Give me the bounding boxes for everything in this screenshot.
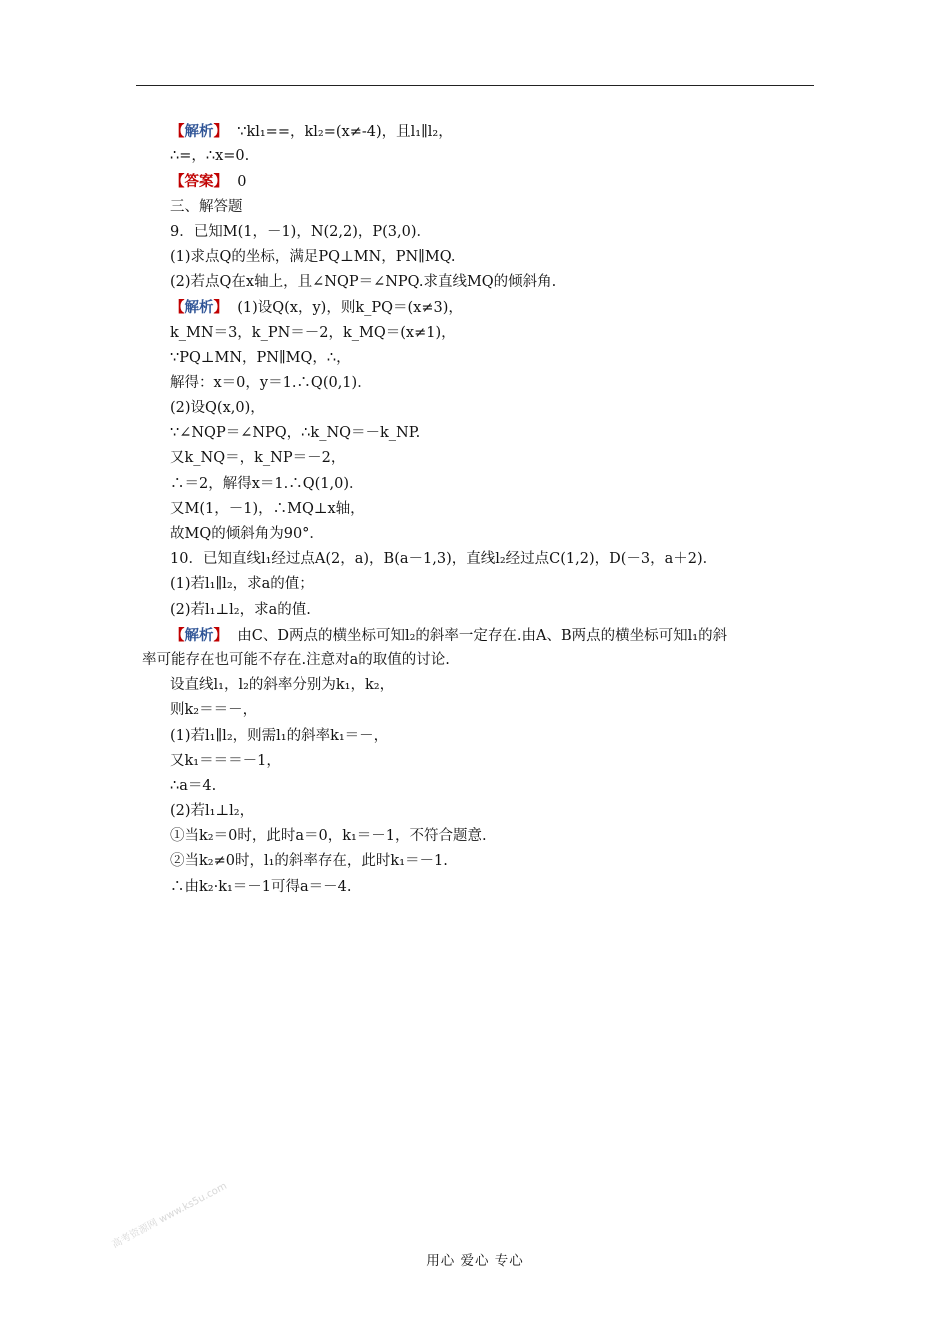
text-line: k_MN＝3，k_PN＝－2，k_MQ＝(x≠1)， (170, 324, 456, 341)
text-line: (2)若l₁⊥l₂， (170, 803, 255, 820)
label-jiexi: 解析 (184, 626, 214, 644)
text-line: 由C、D两点的横坐标可知l₂的斜率一定存在.由A、B两点的横坐标可知l₁的斜 (237, 627, 728, 644)
header-rule (136, 85, 814, 86)
page-footer: 用心 爱心 专心 (426, 1253, 524, 1269)
document-body (142, 119, 818, 900)
section-heading: 三、解答题 (170, 198, 243, 215)
answer-value: 0 (237, 174, 247, 191)
text-line: 则k₂＝＝－， (170, 702, 258, 719)
label-daan: 答案 (184, 173, 214, 191)
text-line: 设直线l₁，l₂的斜率分别为k₁，k₂， (170, 677, 395, 694)
question-10-part-2: (2)若l₁⊥l₂，求a的值. (170, 601, 311, 618)
question-9: 9．已知M(1，－1)，N(2,2)，P(3,0)． (170, 223, 432, 240)
text-line: ②当k₂≠0时，l₁的斜率存在，此时k₁＝－1. (170, 853, 448, 870)
text-line: (1)若l₁∥l₂，则需l₁的斜率k₁＝－， (170, 727, 389, 744)
text-line: ∴a＝4. (170, 777, 217, 794)
text-line: ∵kl₁==，kl₂=(x≠-4)，且l₁∥l₂， (237, 124, 453, 140)
question-10-part-1: (1)若l₁∥l₂，求a的值； (170, 576, 314, 593)
watermark: 高考资源网 www.ks5u.com (110, 1180, 229, 1251)
text-line: 故MQ的倾斜角为90°． (170, 526, 324, 542)
text-line: ∵∠NQP＝∠NPQ，∴k_NQ＝－k_NP. (170, 425, 421, 442)
answer-line: 【答案】 0 (170, 173, 247, 191)
text-line: ∴=，∴x=0. (170, 148, 250, 165)
solution-line-1: 【解析】 ∵kl₁==，kl₂=(x≠-4)，且l₁∥l₂， (170, 123, 453, 140)
text-line: 又k_NQ＝，k_NP＝－2， (170, 450, 346, 467)
text-line: 率可能存在也可能不存在.注意对a的取值的讨论. (142, 651, 450, 668)
label-jiexi: 解析 (184, 299, 214, 317)
text-line: ∵PQ⊥MN，PN∥MQ，∴， (170, 349, 351, 366)
text-line: 又M(1，－1)，∴MQ⊥x轴， (170, 500, 365, 517)
text-line: ∴＝2，解得x＝1.∴Q(1,0)． (170, 475, 364, 492)
question-9-part-2: (2)若点Q在x轴上，且∠NQP＝∠NPQ.求直线MQ的倾斜角. (170, 274, 557, 291)
solution-line: 【解析】 (1)设Q(x，y)，则k_PQ＝(x≠3)， (170, 299, 463, 317)
text-line: (1)设Q(x，y)，则k_PQ＝(x≠3)， (237, 300, 463, 317)
text-line: 解得：x＝0，y＝1.∴Q(0,1)． (170, 374, 372, 391)
question-9-part-1: (1)求点Q的坐标，满足PQ⊥MN，PN∥MQ. (170, 248, 456, 265)
question-10: 10．已知直线l₁经过点A(2，a)，B(a－1,3)，直线l₂经过点C(1,2)，D(－3，a＋2)． (170, 551, 718, 568)
label-jiexi: 解析 (184, 123, 214, 140)
solution-line: 【解析】 由C、D两点的横坐标可知l₂的斜率一定存在.由A、B两点的横坐标可知l₁的斜 (170, 626, 728, 644)
text-line: ①当k₂＝0时，此时a＝0，k₁＝－1，不符合题意. (170, 828, 487, 845)
text-line: 又k₁＝＝＝－1， (170, 752, 281, 769)
text-line: (2)设Q(x,0)， (170, 400, 265, 417)
text-line: ∴由k₂·k₁＝－1可得a＝－4. (170, 878, 352, 895)
